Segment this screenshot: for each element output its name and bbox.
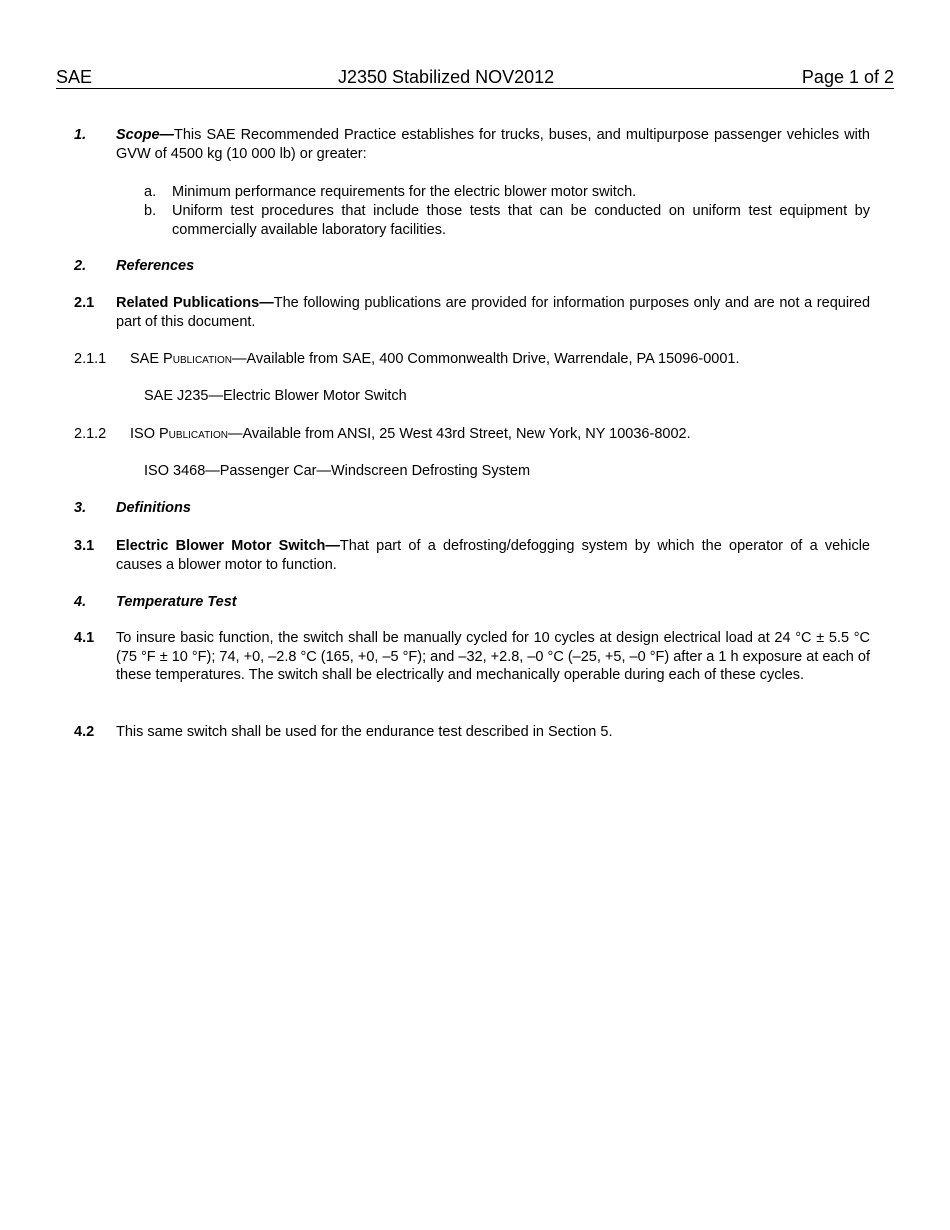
section-2-1-paragraph [116, 294, 870, 331]
section-2-1-1-paragraph [130, 350, 870, 369]
section-text: —Available from SAE, 400 Commonwealth Drive, Warrendale, PA 15096-0001. [232, 351, 740, 367]
header-org: SAE [56, 67, 93, 87]
section-title: Definitions [116, 500, 191, 516]
section-number: 3. [74, 500, 87, 516]
section-number: 1. [74, 127, 87, 143]
section-number: 4.1 [74, 630, 95, 646]
list-item-text: Uniform test procedures that include those tests that can be conducted on uniform test equipment by commercially available laboratory facilities. [172, 203, 870, 238]
list-marker: a. [144, 184, 157, 200]
section-text: The following publications are provided for information purposes only and are not a required part of this document. [116, 295, 871, 330]
reference-entry: SAE J235—Electric Blower Motor Switch [144, 388, 407, 404]
section-title: Scope— [116, 127, 175, 143]
section-3-1-paragraph [116, 537, 870, 574]
section-text: —Available from ANSI, 25 West 43rd Street, New York, NY 10036-8002. [227, 426, 691, 442]
publication-org: ISO [130, 426, 160, 442]
section-2-1-2-paragraph [130, 425, 870, 444]
publication-label: Publication [163, 351, 232, 367]
list-marker: b. [144, 203, 157, 219]
section-title: Temperature Test [116, 594, 237, 610]
section-title: References [116, 258, 195, 274]
section-number: 4.2 [74, 724, 95, 740]
reference-entry: ISO 3468—Passenger Car—Windscreen Defrosting System [144, 463, 531, 479]
page-header [56, 66, 894, 89]
publication-label: Publication [159, 426, 228, 442]
section-number: 4. [74, 594, 87, 610]
section-number: 2.1 [74, 295, 95, 311]
publication-org: SAE [130, 351, 164, 367]
section-text: This SAE Recommended Practice establishes for trucks, buses, and multipurpose passenger vehicles with GVW of 4500 kg (10 000 lb) or greater: [116, 127, 870, 162]
section-text: This same switch shall be used for the endurance test described in Section 5. [116, 724, 613, 740]
section-number: 2.1.2 [74, 426, 107, 442]
section-number: 2. [74, 258, 87, 274]
section-title: Related Publications— [116, 295, 274, 311]
section-title: Electric Blower Motor Switch— [116, 538, 340, 554]
header-doc-id: J2350 Stabilized NOV2012 [338, 67, 555, 87]
section-1-paragraph [116, 126, 870, 163]
list-item-text: Minimum performance requirements for the electric blower motor switch. [172, 184, 637, 200]
section-number: 3.1 [74, 538, 95, 554]
section-text: To insure basic function, the switch shall be manually cycled for 10 cycles at design electrical load at 24 °C ± 5.5 °C (75 °F ± 10 °F); 74, +0, –2.8 °C (165, +0, –5 °F); and –32, +2.8, –0 °C (–25, +5, –0 °F) after a 1 h exposure at each of these temperatures. The switch shall be electrically and mechanically operable during each of these cycles. [116, 630, 870, 683]
section-number: 2.1.1 [74, 351, 107, 367]
header-page-number: Page 1 of 2 [801, 67, 894, 87]
section-text: That part of a defrosting/defogging system by which the operator of a vehicle causes a blower motor to function. [116, 538, 870, 573]
